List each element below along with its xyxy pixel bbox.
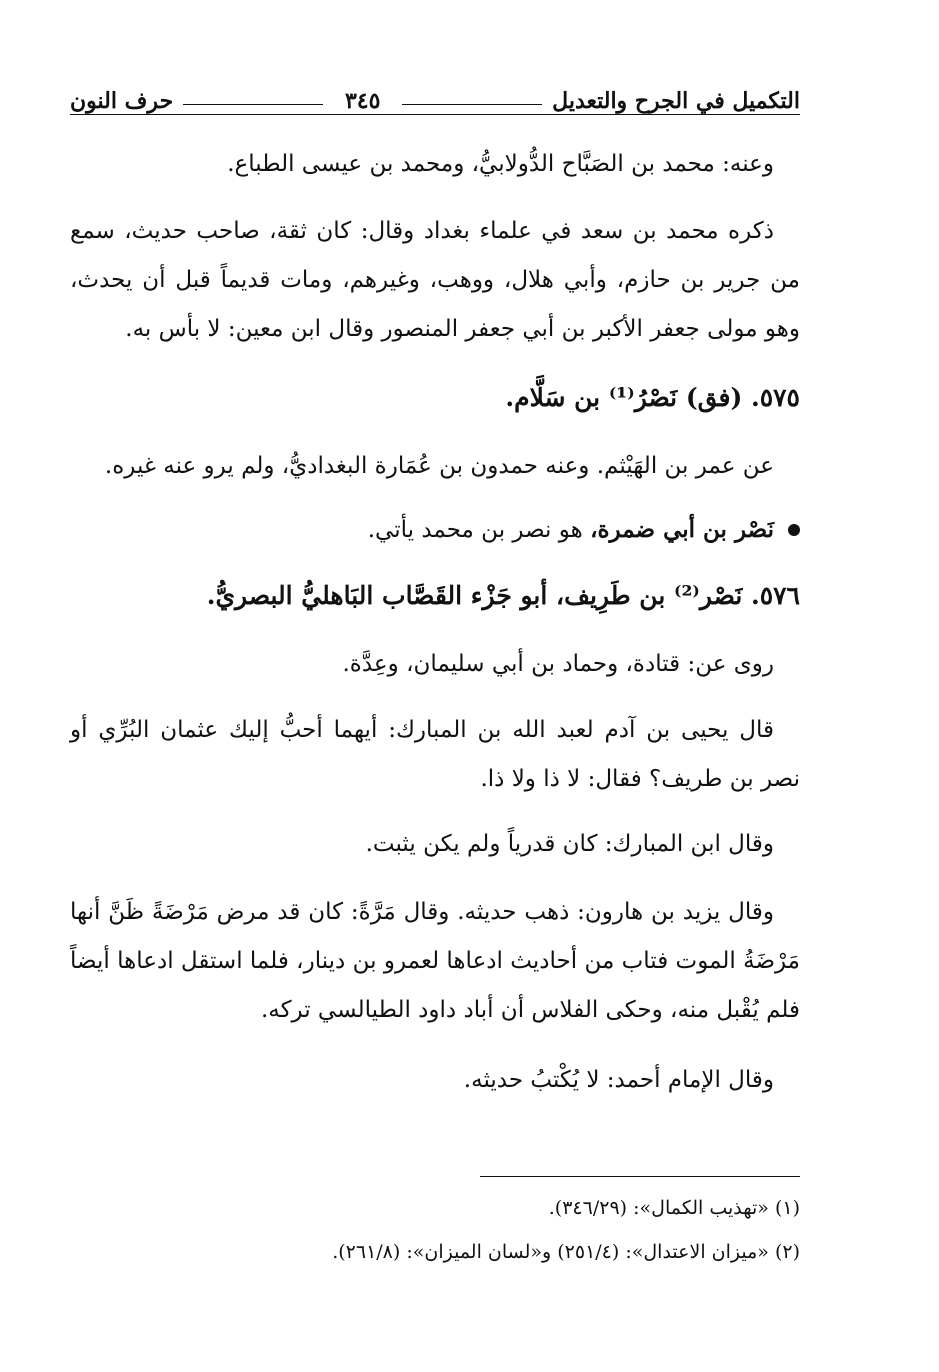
body-text xyxy=(70,706,800,804)
paragraph: وقال الإمام أحمد: لا يُكْتبُ حديثه. xyxy=(463,1067,774,1093)
body-text xyxy=(70,442,800,491)
cross-reference xyxy=(70,505,800,555)
page-header xyxy=(70,76,800,115)
paragraph: وقال يزيد بن هارون: ذهب حديثه. وقال مَرَّةً: كان قد مرض مَرْضَةً ظَنَّ أنها مَرْضَةُ الموت فتاب من أحاديث ادعاها لعمرو بن دينار، فلما استقل ادعاها أيضاً فلم يُقْبل منه، وحكى الفلاس أن أباد داود الطيالسي تركه. xyxy=(70,899,800,1023)
entry-heading: ٥٧٦. نَصْر⁽²⁾ بن طَرِيف، أبو جَزْء القَصَّاب البَاهليُّ البصريُّ. xyxy=(206,581,800,610)
bullet-text: هو نصر بن محمد يأتي. xyxy=(367,517,591,543)
bullet-name: نَصْر بن أبي ضمرة، xyxy=(590,516,774,543)
paragraph: عن عمر بن الهَيْثم. وعنه حمدون بن عُمَارة البغداديُّ، ولم يرو عنه غيره. xyxy=(104,453,774,479)
entry-heading: ٥٧٥. (فق) نَصْرُ⁽¹⁾ بن سَلَّام. xyxy=(505,383,800,412)
paragraph: وقال ابن المبارك: كان قدرياً ولم يكن يثبت. xyxy=(365,831,774,857)
paragraph: وعنه: محمد بن الصَبَّاح الدُّولابيُّ، ومحمد بن عيسى الطباع. xyxy=(227,151,774,177)
chapter-title: حرف النون xyxy=(69,88,174,114)
entry-576 xyxy=(70,571,800,620)
body-text xyxy=(70,640,800,689)
page-number: ٣٤٥ xyxy=(344,88,381,114)
bullet-item xyxy=(70,505,800,555)
footnotes xyxy=(70,1186,800,1274)
paragraph: ذكره محمد بن سعد في علماء بغداد وقال: كان ثقة، صاحب حديث، سمع من جرير بن حازم، وأبي هلال، ووهب، وغيرهم، ومات قديماً قبل أن يحدث، وهو مولى جعفر الأكبر بن أبي جعفر المنصور وقال ابن معين: لا بأس به. xyxy=(70,218,800,342)
body-text xyxy=(70,888,800,1035)
running-title: التكميل في الجرح والتعديل xyxy=(552,88,800,114)
footnote-divider xyxy=(480,1176,800,1177)
bullet-icon xyxy=(788,524,800,536)
body-text xyxy=(70,1056,800,1105)
body-text xyxy=(70,140,800,189)
body-text xyxy=(70,820,800,869)
body-text xyxy=(70,207,800,354)
header-separator xyxy=(402,104,542,105)
header-separator xyxy=(183,104,323,105)
paragraph: قال يحيى بن آدم لعبد الله بن المبارك: أيهما أحبُّ إليك عثمان البُرِّي أو نصر بن طريف؟ فقال: لا ذا ولا ذا. xyxy=(70,717,800,792)
entry-575 xyxy=(70,373,800,422)
paragraph: روى عن: قتادة، وحماد بن أبي سليمان، وعِدَّة. xyxy=(342,651,774,677)
document-page xyxy=(70,0,800,1372)
footnote: (١) «تهذيب الكمال»: (٣٤٦/٢٩). xyxy=(548,1197,800,1219)
footnote: (٢) «ميزان الاعتدال»: (٢٥١/٤) و«لسان الميزان»: (٢٦١/٨). xyxy=(332,1241,800,1263)
